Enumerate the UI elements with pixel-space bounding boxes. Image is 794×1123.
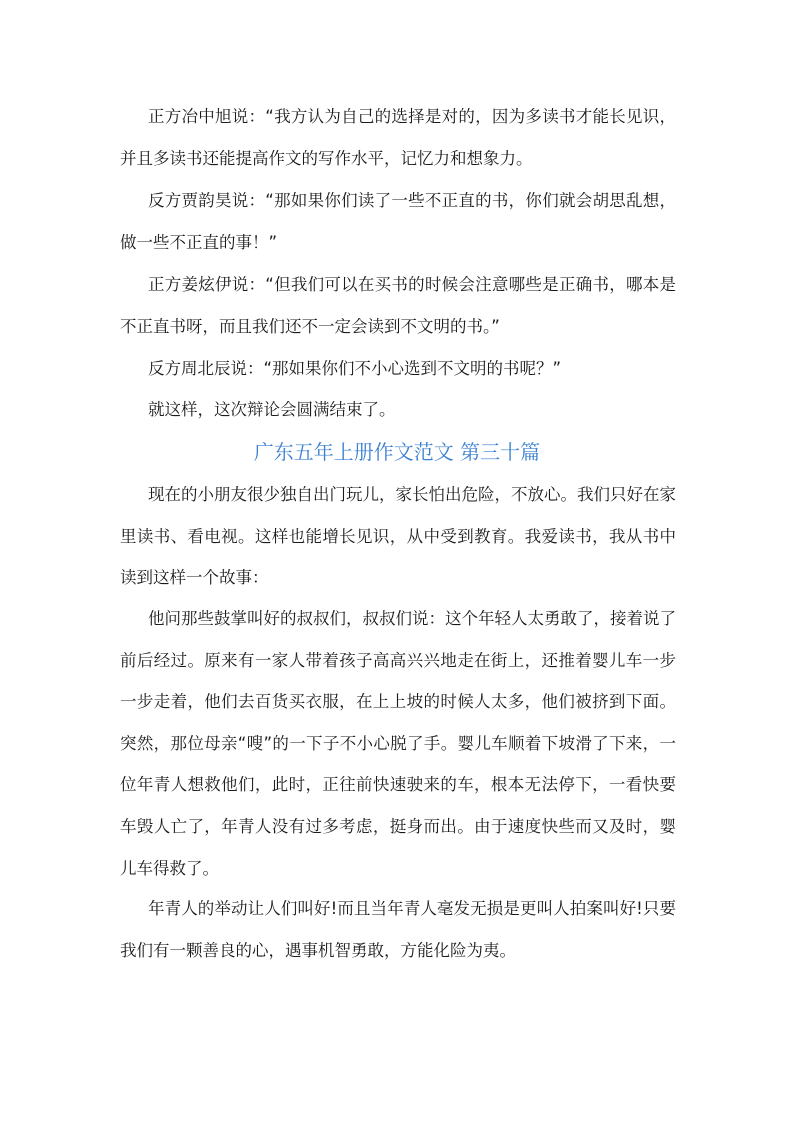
essay-paragraph-1: 现在的小朋友很少独自出门玩儿，家长怕出危险，不放心。我们只好在家里读书、看电视。这样也能增长见识，从中受到教育。我爱读书，我从书中读到这样一个故事： xyxy=(120,485,676,588)
essay-paragraph-3: 年青人的举动让人们叫好!而且当年青人毫发无损是更叫人拍案叫好!只要我们有一颗善良的心，遇事机智勇敢，方能化险为夷。 xyxy=(120,899,676,960)
debate-paragraph-5: 就这样，这次辩论会圆满结束了。 xyxy=(148,400,396,419)
debate-paragraph-4: 反方周北辰说：“那如果你们不小心选到不文明的书呢？” xyxy=(148,359,562,378)
essay-title: 广东五年上册作文范文 第三十篇 xyxy=(253,440,541,464)
debate-paragraph-1: 正方冶中旭说：“我方认为自己的选择是对的，因为多读书才能长见识，并且多读书还能提高作文的写作水平，记忆力和想象力。 xyxy=(120,107,676,168)
debate-paragraph-2: 反方贾韵昊说：“那如果你们读了一些不正直的书，你们就会胡思乱想，做一些不正直的事！” xyxy=(120,191,676,252)
essay-paragraph-2: 他问那些鼓掌叫好的叔叔们，叔叔们说：这个年轻人太勇敢了，接着说了前后经过。原来有一家人带着孩子高高兴兴地走在街上，还推着婴儿车一步一步走着，他们去百货买衣服，在上上坡的时候人太多，他们被挤到下面。突然，那位母亲“嗖”的一下子不小心脱了手。婴儿车顺着下坡滑了下来，一位年青人想救他们，此时，正往前快速驶来的车，根本无法停下，一看快要车毁人亡了，年青人没有过多考虑，挺身而出。由于速度快些而又及时，婴儿车得救了。 xyxy=(120,609,676,878)
debate-paragraph-3: 正方姜炫伊说：“但我们可以在买书的时候会注意哪些是正确书，哪本是不正直书呀，而且我们还不一定会读到不文明的书。” xyxy=(120,275,676,336)
